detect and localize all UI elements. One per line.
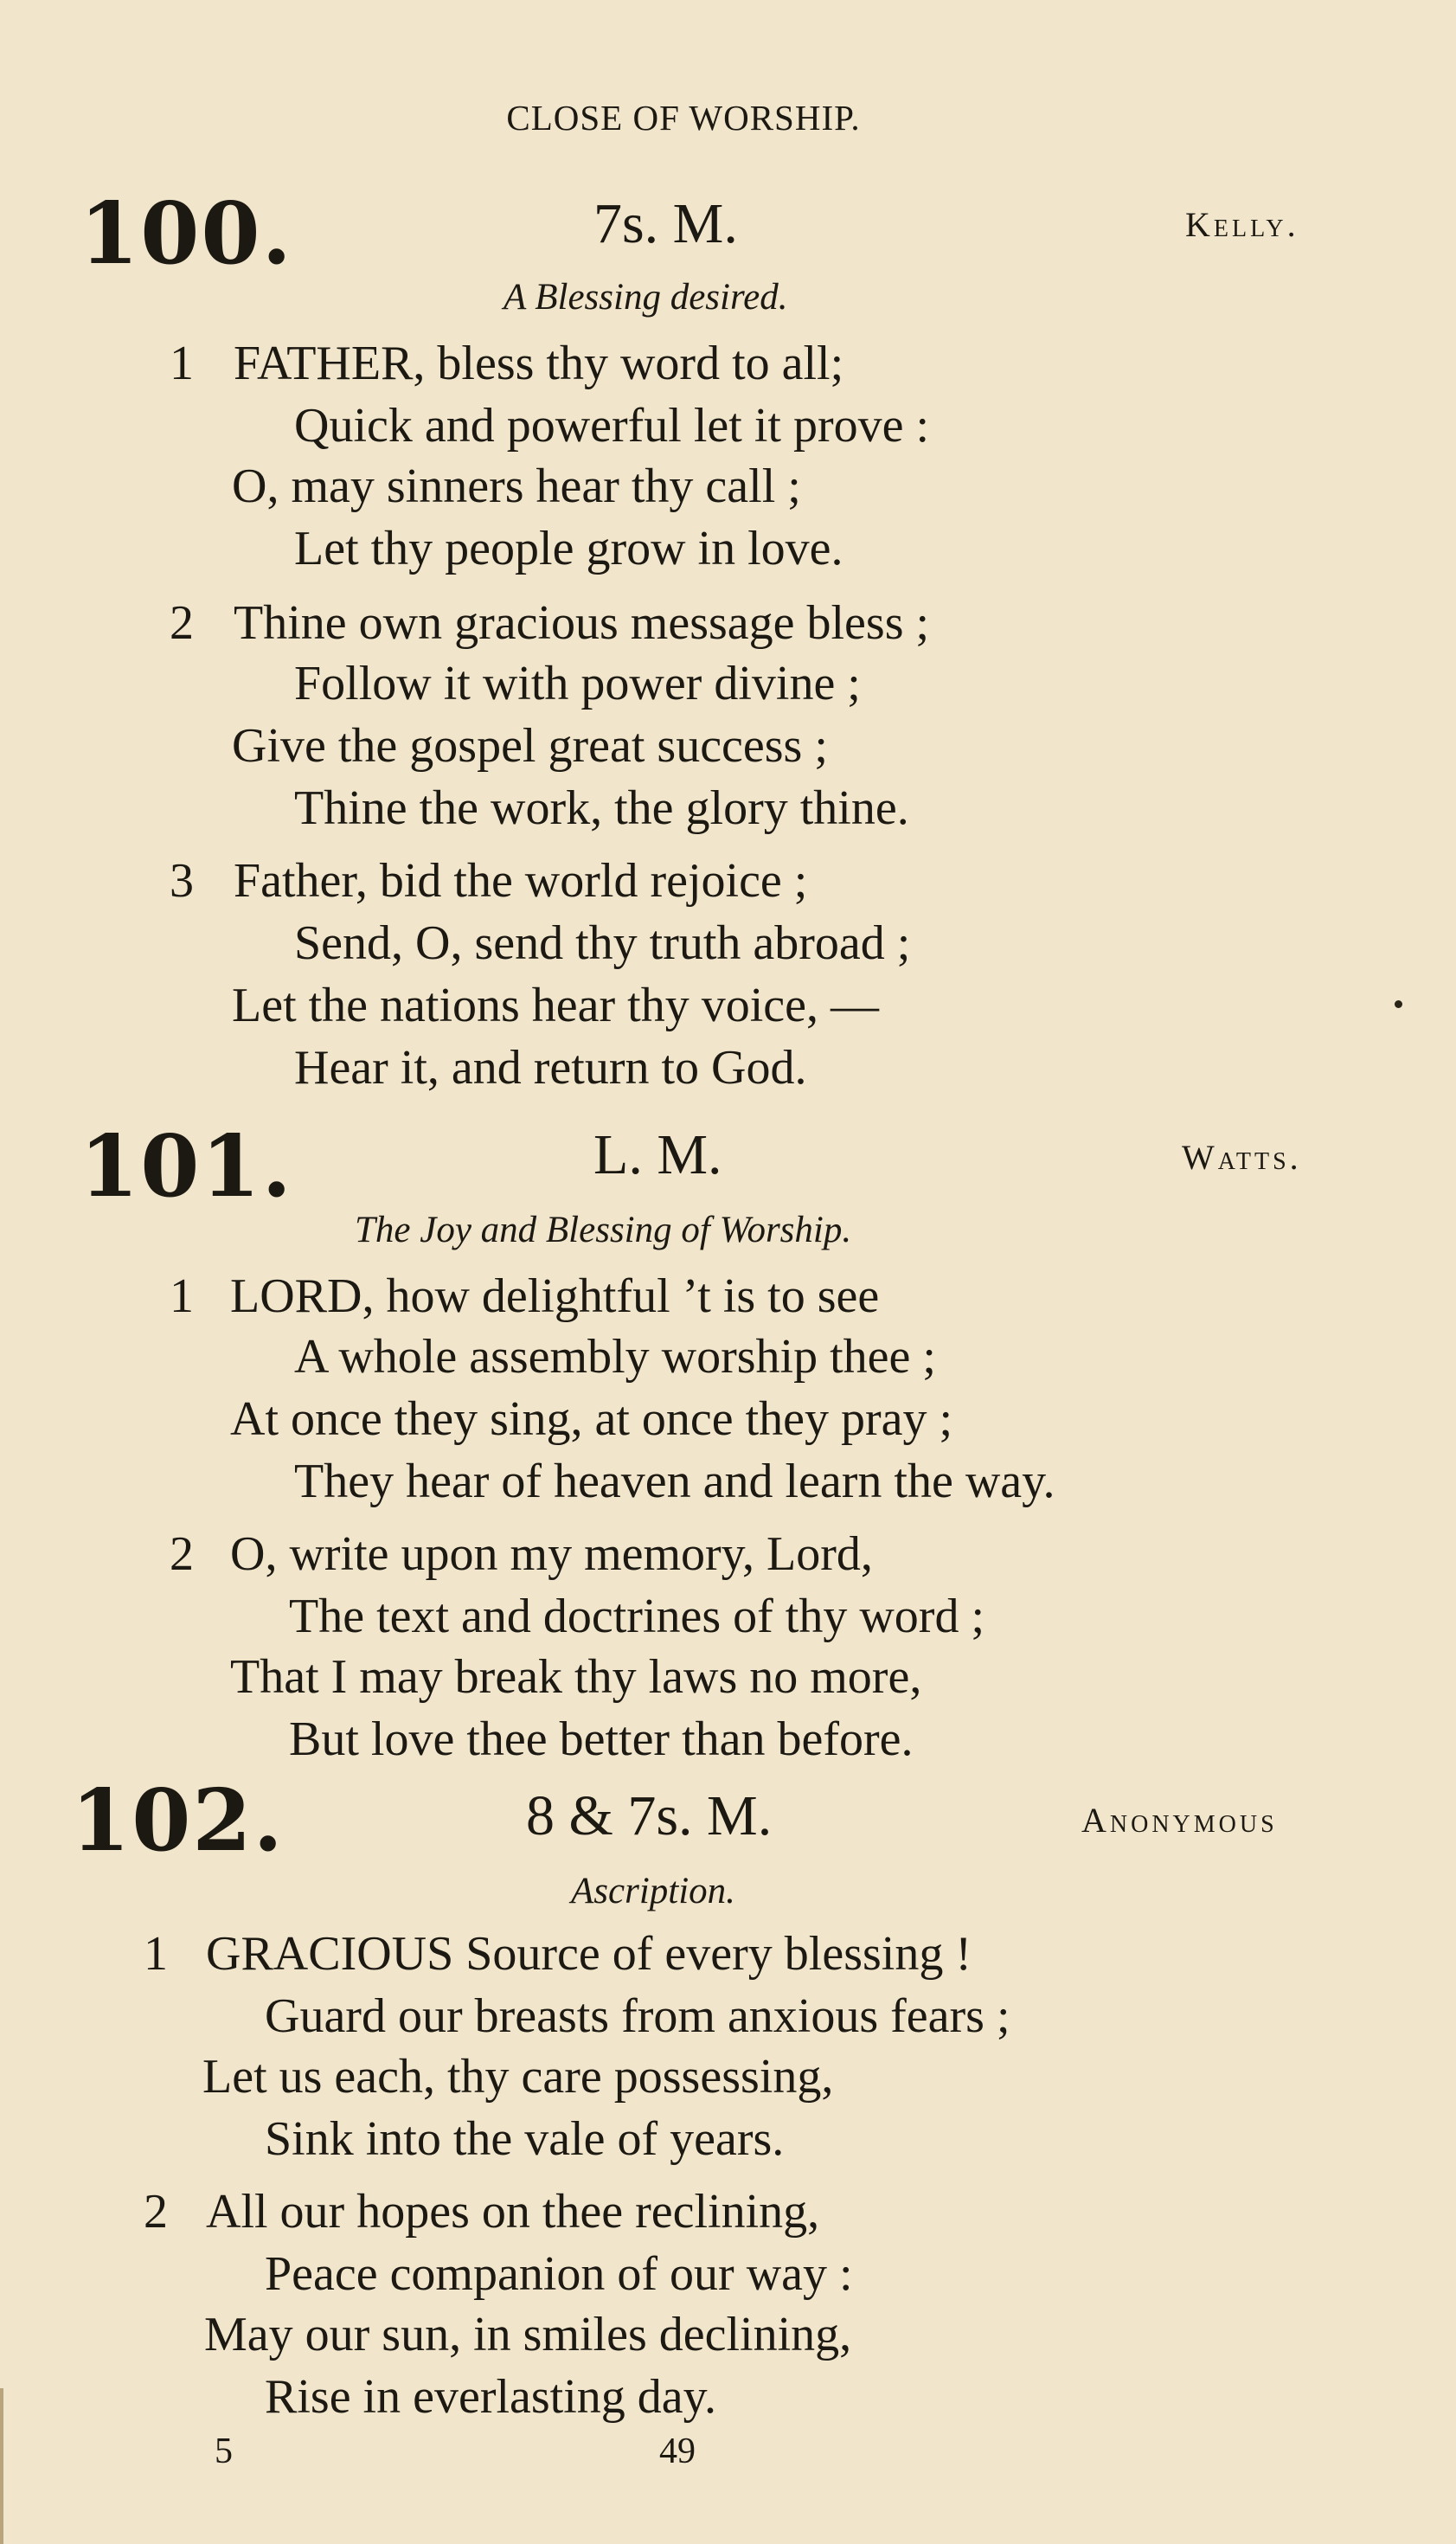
verse-number: 1 bbox=[170, 1269, 194, 1323]
verse-line: O, may sinners hear thy call ; bbox=[232, 459, 801, 513]
verse-number: 1 bbox=[144, 1927, 168, 1981]
verse-line: Guard our breasts from anxious fears ; bbox=[265, 1989, 1010, 2043]
verse-line: FATHER, bless thy word to all; bbox=[234, 337, 844, 390]
hymn-author: Anonymous bbox=[1081, 1801, 1278, 1840]
hymn-meter: L. M. bbox=[593, 1123, 722, 1186]
verse-line: All our hopes on thee reclining, bbox=[206, 2185, 820, 2239]
hymn-subtitle: The Joy and Blessing of Worship. bbox=[355, 1210, 852, 1250]
hymn-author: Watts. bbox=[1182, 1138, 1302, 1177]
verse-line: Give the gospel great success ; bbox=[232, 719, 828, 773]
verse-line: Let thy people grow in love. bbox=[294, 522, 843, 575]
verse-line: Sink into the vale of years. bbox=[265, 2112, 785, 2166]
verse-line: Quick and powerful let it prove : bbox=[294, 399, 930, 453]
hymn-number: 101. bbox=[80, 1117, 293, 1217]
verse-line: Rise in everlasting day. bbox=[265, 2370, 717, 2424]
verse-number: 3 bbox=[170, 854, 194, 908]
hymn-subtitle: A Blessing desired. bbox=[504, 277, 788, 318]
verse-number: 2 bbox=[144, 2185, 168, 2239]
verse-number: 2 bbox=[170, 596, 194, 650]
verse-line: That I may break thy laws no more, bbox=[230, 1650, 922, 1704]
verse-line: O, write upon my memory, Lord, bbox=[230, 1527, 873, 1581]
verse-line: Send, O, send thy truth abroad ; bbox=[294, 916, 911, 970]
hymn-number: 100. bbox=[80, 184, 293, 284]
verse-number: 1 bbox=[170, 337, 194, 390]
verse-line: Let us each, thy care possessing, bbox=[202, 2050, 834, 2104]
verse-line: They hear of heaven and learn the way. bbox=[294, 1455, 1055, 1508]
hymn-subtitle: Ascription. bbox=[571, 1871, 735, 1911]
verse-line: LORD, how delightful ’t is to see bbox=[230, 1269, 880, 1323]
hymn-meter: 8 & 7s. M. bbox=[526, 1784, 773, 1847]
verse-line: But love thee better than before. bbox=[289, 1712, 914, 1766]
verse-line: A whole assembly worship thee ; bbox=[294, 1330, 936, 1384]
signature-mark: 5 bbox=[215, 2432, 233, 2471]
verse-line: Follow it with power divine ; bbox=[294, 657, 861, 710]
verse-number: 2 bbox=[170, 1527, 194, 1581]
verse-line: The text and doctrines of thy word ; bbox=[289, 1590, 985, 1643]
verse-line: GRACIOUS Source of every blessing ! bbox=[206, 1927, 972, 1981]
verse-line: Hear it, and return to God. bbox=[294, 1041, 807, 1095]
verse-line: Father, bid the world rejoice ; bbox=[234, 854, 808, 908]
page-number: 49 bbox=[659, 2432, 696, 2471]
hymn-number: 102. bbox=[71, 1771, 285, 1871]
verse-line: May our sun, in smiles declining, bbox=[204, 2308, 852, 2361]
hymn-meter: 7s. M. bbox=[593, 192, 738, 255]
page-edge bbox=[0, 2388, 3, 2544]
margin-mark bbox=[1395, 1000, 1402, 1008]
verse-line: At once they sing, at once they pray ; bbox=[230, 1392, 953, 1446]
verse-line: Let the nations hear thy voice, — bbox=[232, 979, 879, 1032]
verse-line: Thine own gracious message bless ; bbox=[234, 596, 930, 650]
verse-line: Peace companion of our way : bbox=[265, 2247, 853, 2301]
verse-line: Thine the work, the glory thine. bbox=[294, 781, 909, 835]
running-head: CLOSE OF WORSHIP. bbox=[506, 98, 861, 138]
hymn-author: Kelly. bbox=[1185, 205, 1299, 244]
